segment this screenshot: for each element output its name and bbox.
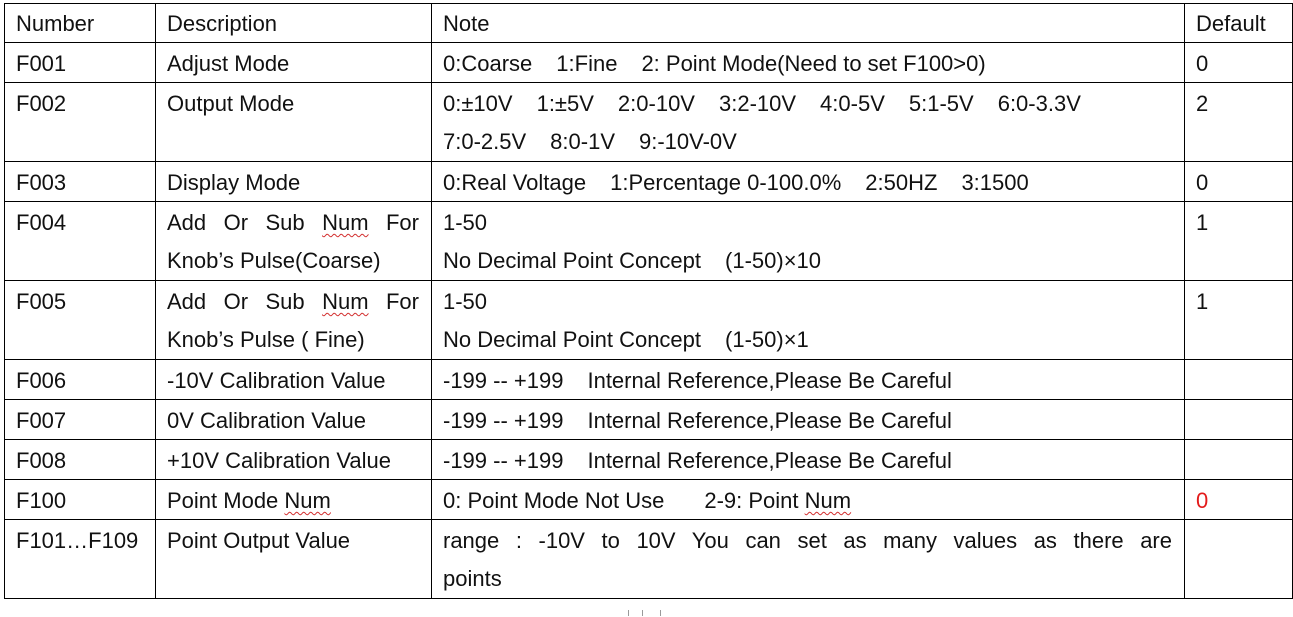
note-item: 1:Percentage 0-100.0% [610,170,842,195]
cell-description [156,202,432,281]
cell-default [1185,440,1293,480]
cell-default [1185,360,1293,400]
cell-default [1185,520,1293,599]
table-row [5,520,1293,599]
note-line: 1-50 [443,289,488,314]
cell-description [156,281,432,360]
description-word: For [385,210,419,235]
note-item: 4:0-5V [820,91,885,116]
table-row [5,43,1293,83]
note-item: (1-50)×1 [725,327,809,352]
parameter-table [4,3,1293,599]
description-line [167,283,419,321]
table-row [5,480,1293,520]
note-item: 3:1500 [961,170,1029,195]
cell-description: +10V Calibration Value [156,440,432,480]
cell-note [432,520,1185,599]
note-item: 8:0-1V [550,129,615,154]
description-line: Knob’s Pulse ( Fine) [167,327,365,352]
table-row [5,360,1293,400]
description-word: Num [284,488,331,513]
table-row [5,162,1293,202]
cell-default: 1 [1185,202,1293,281]
description-word: Or [223,289,249,314]
table-row [5,440,1293,480]
note-item: 5:1-5V [908,91,974,116]
cell-number: F008 [5,440,156,480]
description-text: Point Mode [167,488,279,513]
description-line [167,204,419,242]
edge-mark [642,610,643,616]
cell-number: F006 [5,360,156,400]
edge-mark [660,610,661,616]
note-line: range : -10V to 10V You can set as many values as there are [443,528,1172,553]
header-note: Note [432,4,1185,43]
cell-number: F004 [5,202,156,281]
cell-note [432,162,1185,202]
cell-number: F100 [5,480,156,520]
cell-description: -10V Calibration Value [156,360,432,400]
note-item: 2:0-10V [617,91,695,116]
cell-default: 2 [1185,83,1293,162]
description-word: Sub [265,289,305,314]
note-item: -199 -- +199 [443,448,564,473]
cell-note [432,202,1185,281]
note-item: 1:Fine [556,51,618,76]
header-row [5,4,1293,43]
note-item: (1-50)×10 [725,248,822,273]
table-row [5,400,1293,440]
cell-default: 0 [1185,162,1293,202]
cell-default [1185,400,1293,440]
description-word: For [385,289,419,314]
cell-note [432,400,1185,440]
note-line [443,321,1172,359]
cell-default: 1 [1185,281,1293,360]
header-default: Default [1185,4,1293,43]
note-item: 2:50HZ [865,170,938,195]
cell-description: Display Mode [156,162,432,202]
description-word: Num [322,289,369,314]
cell-number: F101…F109 [5,520,156,599]
note-item: 0:±10V [443,91,513,116]
note-item: 0:Coarse [443,51,533,76]
note-item: 6:0-3.3V [997,91,1081,116]
description-line: Knob’s Pulse(Coarse) [167,248,381,273]
description-word: Sub [265,210,305,235]
note-item: 0: Point Mode Not Use [443,488,665,513]
cell-description: 0V Calibration Value [156,400,432,440]
cell-note [432,281,1185,360]
cell-description: Output Mode [156,83,432,162]
cell-description: Adjust Mode [156,43,432,83]
note-line [443,242,1172,280]
description-word: Num [322,210,369,235]
table-row [5,83,1293,162]
page-edge-marks [628,610,668,616]
cell-description [156,480,432,520]
description-word: Add [167,210,207,235]
note-item: 3:2-10V [718,91,797,116]
note-item: 2: Point Mode(Need to set F100>0) [641,51,986,76]
note-item: Num [804,488,852,513]
cell-number: F007 [5,400,156,440]
cell-number: F002 [5,83,156,162]
note-item: 2-9: Point [704,488,799,513]
cell-number: F003 [5,162,156,202]
note-item: 7:0-2.5V [443,129,527,154]
cell-note [432,360,1185,400]
table-row [5,281,1293,360]
cell-number: F005 [5,281,156,360]
cell-note [432,43,1185,83]
note-item: Internal Reference,Please Be Careful [587,368,952,393]
note-item: -199 -- +199 [443,408,564,433]
note-item: Internal Reference,Please Be Careful [587,408,952,433]
cell-note [432,83,1185,162]
note-item: -199 -- +199 [443,368,564,393]
note-line [443,123,1172,161]
note-item: No Decimal Point Concept [443,327,702,352]
note-item: No Decimal Point Concept [443,248,702,273]
table-row [5,202,1293,281]
note-line: 1-50 [443,210,488,235]
note-item: 1:±5V [536,91,594,116]
description-word: Add [167,289,207,314]
cell-default: 0 [1185,480,1293,520]
note-item: 0:Real Voltage [443,170,587,195]
header-number: Number [5,4,156,43]
cell-note [432,440,1185,480]
note-line: points [443,566,502,591]
cell-description: Point Output Value [156,520,432,599]
cell-default: 0 [1185,43,1293,83]
note-line [443,85,1172,123]
header-description: Description [156,4,432,43]
cell-number: F001 [5,43,156,83]
description-word: Or [223,210,249,235]
cell-note [432,480,1185,520]
note-item: 9:-10V-0V [639,129,737,154]
note-item: Internal Reference,Please Be Careful [587,448,952,473]
edge-mark [628,610,629,616]
